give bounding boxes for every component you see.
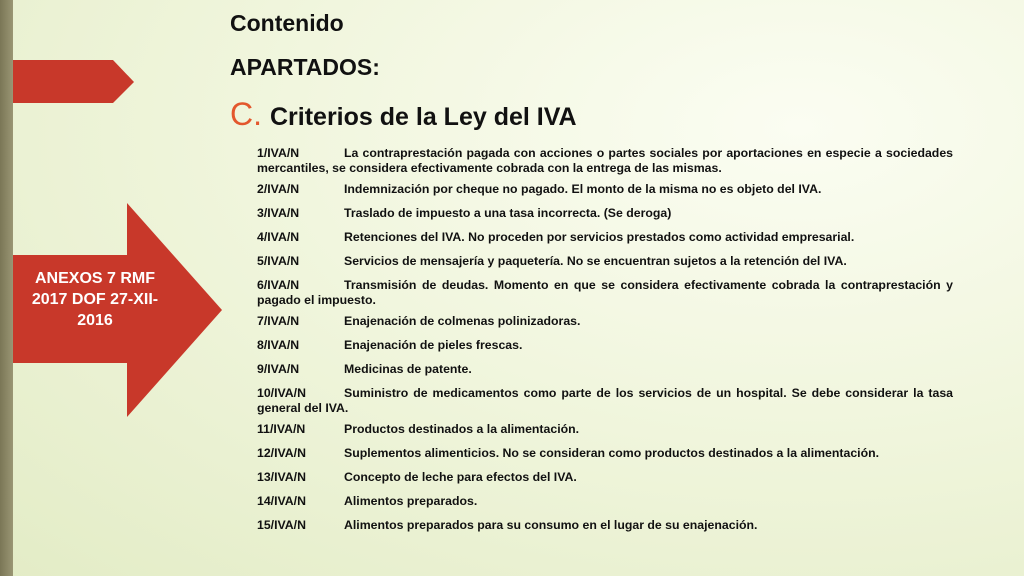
criteria-list xyxy=(257,146,953,542)
contenido-heading: Contenido xyxy=(230,10,344,36)
item-code: 4/IVA/N xyxy=(257,230,300,244)
section-title-text: Criterios de la Ley del IVA xyxy=(270,103,577,131)
item-text: Alimentos preparados para su consumo en el lugar de su enajenación. xyxy=(344,518,758,532)
list-item xyxy=(257,386,953,416)
apartados-heading: APARTADOS: xyxy=(230,54,380,80)
list-item xyxy=(257,494,953,509)
item-code: 5/IVA/N xyxy=(257,254,300,268)
item-code: 7/IVA/N xyxy=(257,314,300,328)
item-code: 15/IVA/N xyxy=(257,518,306,532)
list-item xyxy=(257,182,953,197)
list-item xyxy=(257,314,953,329)
item-text: Enajenación de colmenas polinizadoras. xyxy=(344,314,581,328)
section-title xyxy=(230,96,577,133)
item-text: Indemnización por cheque no pagado. El monto de la misma no es objeto del IVA. xyxy=(344,182,822,196)
list-item xyxy=(257,470,953,485)
list-item xyxy=(257,254,953,269)
item-code: 12/IVA/N xyxy=(257,446,306,460)
item-text: Medicinas de patente. xyxy=(344,362,472,376)
list-item xyxy=(257,362,953,377)
list-item xyxy=(257,338,953,353)
item-text: Enajenación de pieles frescas. xyxy=(344,338,523,352)
left-decorative-bar xyxy=(0,0,13,576)
list-item xyxy=(257,230,953,245)
item-text: Concepto de leche para efectos del IVA. xyxy=(344,470,577,484)
item-text: Suplementos alimenticios. No se consideran como productos destinados a la alimentación. xyxy=(344,446,880,460)
item-text: Suministro de medicamentos como parte de los servicios de un hospital. Se debe considerar la tasa general del IVA. xyxy=(257,386,953,415)
item-code: 9/IVA/N xyxy=(257,362,300,376)
item-text: La contraprestación pagada con acciones o partes sociales por aportaciones en especie a sociedades mercantiles, se considera efectivamente cobrada con la entrega de las mismas. xyxy=(257,146,953,175)
list-item xyxy=(257,518,953,533)
item-text: Productos destinados a la alimentación. xyxy=(344,422,580,436)
item-text: Retenciones del IVA. No proceden por servicios prestados como actividad empresarial. xyxy=(344,230,855,244)
item-text: Servicios de mensajería y paquetería. No se encuentran sujetos a la retención del IVA. xyxy=(344,254,847,268)
item-code: 11/IVA/N xyxy=(257,422,306,436)
list-item xyxy=(257,422,953,437)
list-item xyxy=(257,278,953,308)
item-text: Traslado de impuesto a una tasa incorrecta. (Se deroga) xyxy=(344,206,672,220)
item-code: 10/IVA/N xyxy=(257,386,306,400)
top-arrow-shape xyxy=(13,60,135,104)
item-text: Transmisión de deudas. Momento en que se considera efectivamente cobrada la contraprestación y pagado el impuesto. xyxy=(257,278,953,307)
item-code: 14/IVA/N xyxy=(257,494,306,508)
list-item xyxy=(257,206,953,221)
item-text: Alimentos preparados. xyxy=(344,494,478,508)
anexos-label: ANEXOS 7 RMF 2017 DOF 27-XII-2016 xyxy=(31,270,159,329)
item-code: 2/IVA/N xyxy=(257,182,300,196)
item-code: 6/IVA/N xyxy=(257,278,300,292)
list-item xyxy=(257,146,953,176)
item-code: 13/IVA/N xyxy=(257,470,306,484)
item-code: 1/IVA/N xyxy=(257,146,300,160)
section-letter: C. xyxy=(230,96,262,132)
item-code: 8/IVA/N xyxy=(257,338,300,352)
list-item xyxy=(257,446,953,461)
item-code: 3/IVA/N xyxy=(257,206,300,220)
